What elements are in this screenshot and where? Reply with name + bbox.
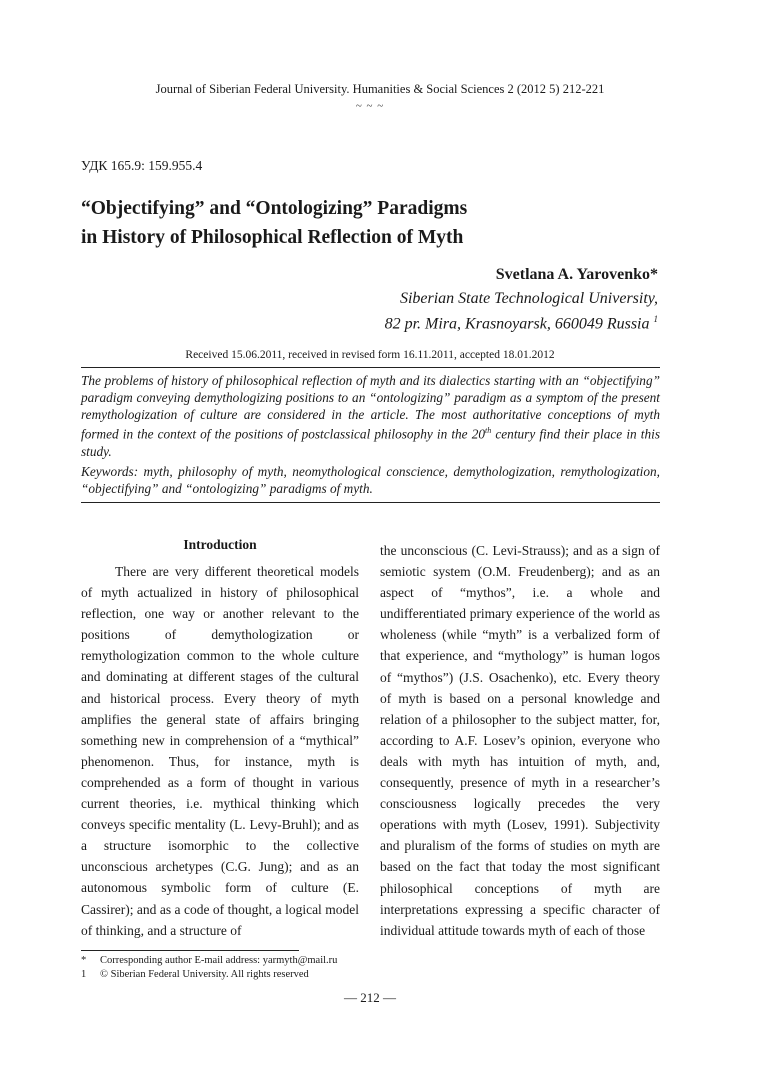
footnote-mark: 1 bbox=[81, 969, 87, 980]
abstract-bottom-rule bbox=[81, 502, 660, 503]
header-tildes: ~ ~ ~ bbox=[355, 100, 385, 112]
abstract-text: The problems of history of philosophical reflection of myth and its dialectics starting with an “objectifying” paradigm conveying demythologizing positions to an “ontologizing” paradigm as a symptom of the present remythologization of culture are considered in the article. The most authoritative conceptions of myth formed in the context of the positions of postclassical philosophy in the 20 bbox=[81, 373, 660, 442]
title-line-2: in History of Philosophical Reflection of Myth bbox=[81, 227, 464, 248]
body-column-right bbox=[380, 540, 660, 941]
article-title bbox=[81, 194, 467, 252]
body-column-left bbox=[81, 561, 359, 941]
footnote-corresponding bbox=[81, 954, 337, 967]
page-number: — 212 — bbox=[344, 990, 396, 1005]
abstract-text-end: century find their place in this study. bbox=[81, 426, 661, 459]
abstract bbox=[81, 373, 660, 460]
paragraph: There are very different theoretical models of myth actualized in history of philosophical reflection, one way or another relevant to the positions of demythologization or remythologization common to the whole culture and dominating at different stages of the cultural and historical process. Every theory of myth amplifies the general state of affairs bringing something new in comprehension of a “mythical” phenomenon. Thus, for instance, myth is comprehended as a form of thought in various current theories, i.e. mythical thinking which conveys specific mentality (L. Levy-Bruhl); and as a structure isomorphic to the collective unconscious archetypes (C.G. Jung); and as an autonomous symbolic form of culture (E. Cassirer); and as a code of thought, a logical model of thinking, and a structure of bbox=[81, 564, 359, 938]
paragraph: the unconscious (C. Levi-Strauss); and as a sign of semiotic system (O.M. Freudenberg); and as an aspect of “mythos”, i.e. a whole and undifferentiated primary experience of the world as wholeness (while “myth” is a verbalized form of that experience, and “mythology” is human logos of “mythos”) (J.S. Osachenko), etc. Every theory of myth is based on a personal knowledge and relation of a philosopher to the subject matter, for, according to A.F. Losev’s opinion, everyone who deals with myth has intuition of myth, and, consequently, presence of myth in a researcher’s consciousness logically precedes the very operations with myth (Losev, 1991). Subjectivity and pluralism of the forms of studies on myth are based on the fact that today the most significant philosophical conceptions of myth are interpretations expressing a specific character of individual attitude towards myth of each of those bbox=[380, 543, 660, 938]
abstract-superscript: th bbox=[485, 426, 492, 436]
keywords: Keywords: myth, philosophy of myth, neomythological conscience, demythologization, remythologization, “objectifying” and “ontologizing” paradigms of myth. bbox=[81, 464, 660, 496]
footnote-rule bbox=[81, 950, 299, 951]
affiliation bbox=[385, 288, 658, 334]
received-dates: Received 15.06.2011, received in revised form 16.11.2011, accepted 18.01.2012 bbox=[185, 349, 555, 361]
affiliation-line-2 bbox=[385, 309, 658, 334]
title-line-1: “Objectifying” and “Ontologizing” Paradigms bbox=[81, 198, 468, 219]
author-name: Svetlana A. Yarovenko* bbox=[495, 266, 658, 283]
footnote-text: © Siberian Federal University. All rights reserved bbox=[100, 969, 309, 980]
affiliation-address: 82 pr. Mira, Krasnoyarsk, 660049 Russia bbox=[384, 315, 650, 333]
section-heading-introduction: Introduction bbox=[183, 537, 257, 552]
udk-code: УДК 165.9: 159.955.4 bbox=[81, 158, 203, 173]
affiliation-footnote-mark: 1 bbox=[653, 314, 658, 324]
abstract-top-rule bbox=[81, 367, 660, 368]
footnote-copyright bbox=[81, 968, 309, 981]
footnote-text: Corresponding author E-mail address: yarmyth@mail.ru bbox=[100, 955, 338, 966]
affiliation-line-1: Siberian State Technological University, bbox=[399, 290, 658, 307]
footnote-mark: * bbox=[81, 955, 87, 966]
journal-header: Journal of Siberian Federal University. Humanities & Social Sciences 2 (2012 5) 212-221 bbox=[155, 82, 605, 96]
